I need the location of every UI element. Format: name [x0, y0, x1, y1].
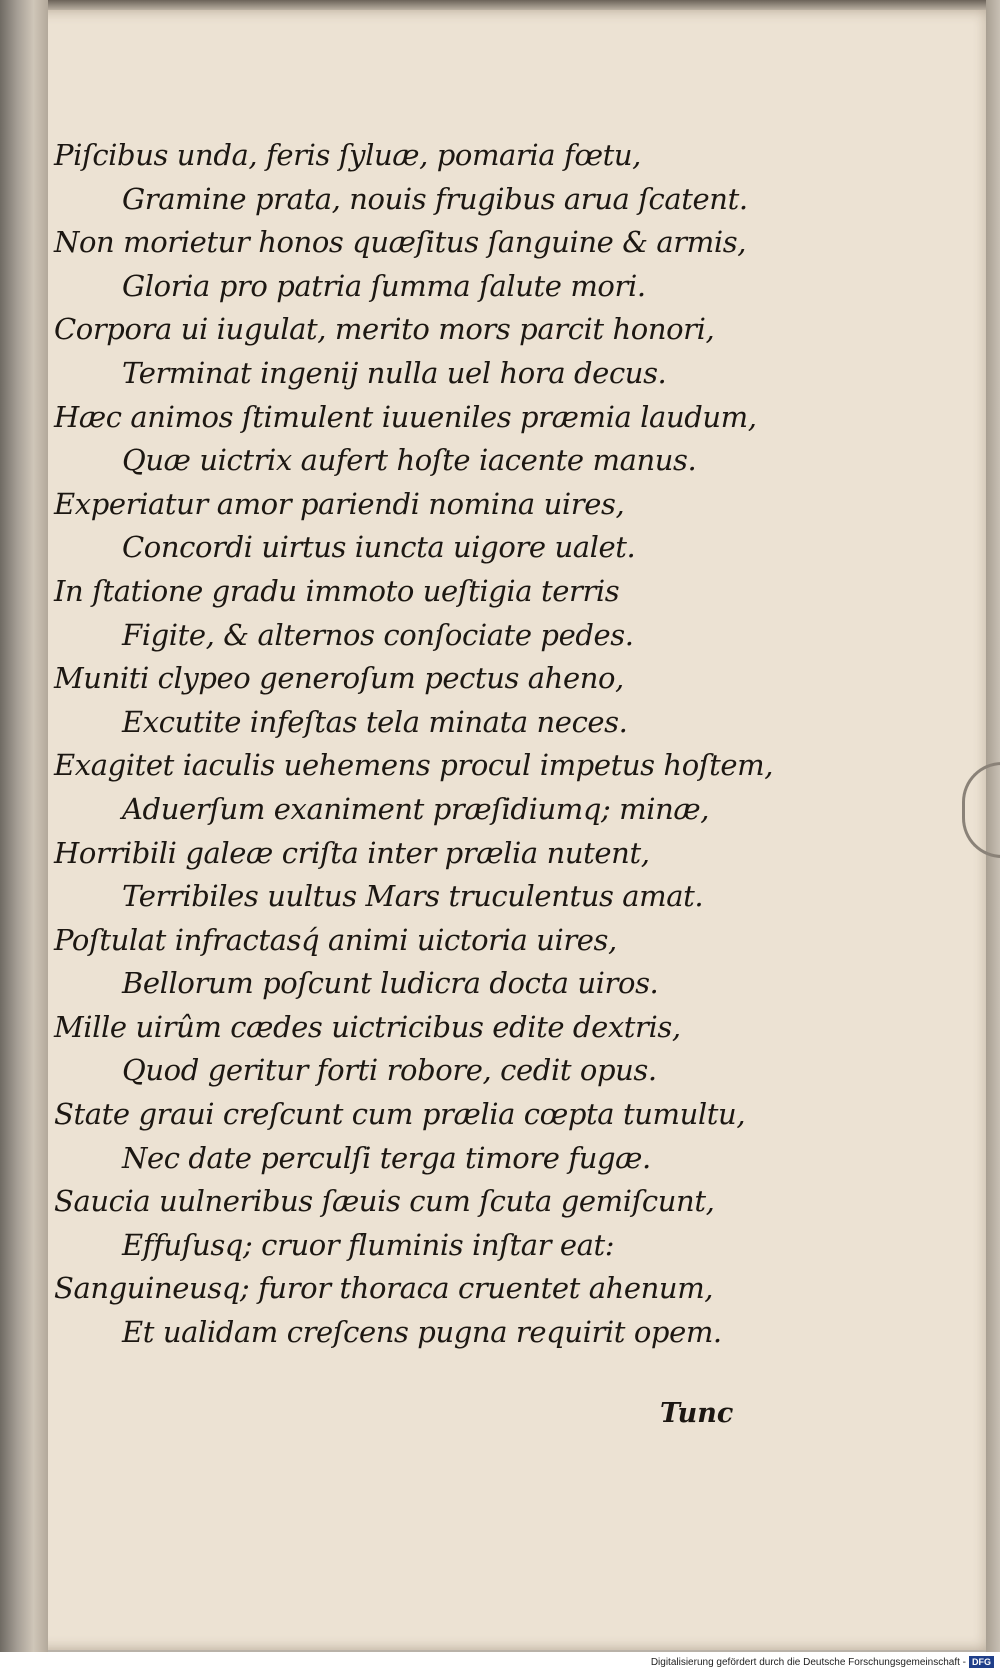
verse-line: Experiatur amor pariendi nomina uires,	[54, 486, 625, 521]
verse-line: Figite, & alternos conſociate pedes.	[122, 617, 634, 652]
verse-line: Piſcibus unda, feris ſyluæ, pomaria fœtu,	[54, 138, 641, 172]
verse-line: Excutite infeſtas tela minata neces.	[122, 704, 628, 739]
footer-text: Digitalisierung gefördert durch die Deutsche Forschungsgemeinschaft -	[650, 1656, 966, 1668]
verse-line: Hæc animos ſtimulent iuueniles præmia laudum,	[54, 399, 757, 434]
verse-line: In ſtatione gradu immoto ueſtigia terris	[54, 573, 620, 608]
verse-line: Et ualidam creſcens pugna requirit opem.	[122, 1315, 722, 1350]
verse-line: Poſtulat infractasq́ animi uictoria uires,	[54, 922, 617, 957]
verse-line: Mille uirûm cædes uictricibus edite dextris,	[54, 1009, 681, 1044]
verse-line: Terribiles uultus Mars truculentus amat.	[122, 879, 704, 914]
dfg-logo-icon: DFG	[969, 1656, 994, 1668]
verse-line: Gramine prata, nouis frugibus arua ſcatent.	[122, 181, 748, 216]
verse-line: Saucia uulneribus ſæuis cum ſcuta gemiſcunt,	[54, 1184, 715, 1219]
verse-line: Nec date perculſi terga timore fugæ.	[122, 1140, 651, 1175]
verse-line: Terminat ingenij nulla uel hora decus.	[122, 355, 667, 390]
verse-line: Gloria pro patria ſumma ſalute mori.	[122, 268, 646, 303]
verse-line: Muniti clypeo generoſum pectus aheno,	[54, 661, 624, 696]
verse-line: Sanguineusq; furor thoraca cruentet ahenum,	[54, 1271, 714, 1306]
verse-line: Effuſusq; cruor fluminis inſtar eat:	[122, 1227, 615, 1262]
verse-line: Quæ uictrix aufert hoſte iacente manus.	[122, 443, 697, 478]
verse-line: Bellorum poſcunt ludicra docta uiros.	[122, 966, 659, 1001]
verse-line: Horribili galeæ criſta inter prælia nutent,	[54, 835, 650, 870]
poem-text	[54, 134, 794, 1355]
book-gutter-edge	[0, 0, 48, 1674]
verse-line: Quod geritur forti robore, cedit opus.	[122, 1053, 657, 1088]
verse-line: Corpora ui iugulat, merito mors parcit honori,	[54, 312, 715, 347]
verse-line: Non morietur honos quæſitus ſanguine & armis,	[54, 225, 747, 260]
verse-line: Concordi uirtus iuncta uigore ualet.	[122, 530, 636, 565]
catchword: Tunc	[660, 1398, 734, 1429]
verse-line: Exagitet iaculis uehemens procul impetus hoſtem,	[54, 748, 774, 783]
verse-line: Aduerſum exaniment præſidiumq; minæ,	[122, 791, 710, 826]
verse-line: State graui creſcunt cum prælia cœpta tumultu,	[54, 1097, 746, 1132]
digitization-credit	[651, 1656, 994, 1668]
